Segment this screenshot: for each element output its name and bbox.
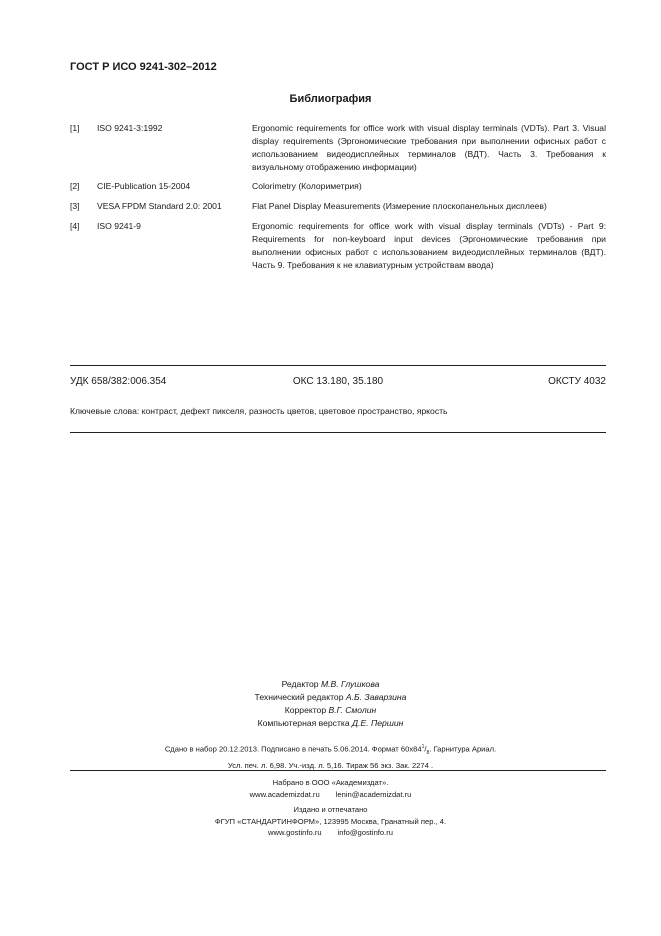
ref-number: [4] xyxy=(70,221,80,231)
print-info-line2: Усл. печ. л. 6,98. Уч.-изд. л. 5,16. Тираж 56 экз. Зак. 2274 . xyxy=(227,760,434,770)
credit-role: Редактор xyxy=(281,679,319,689)
credit-role: Технический редактор xyxy=(254,692,344,702)
printer-heading: Издано и отпечатано xyxy=(293,805,368,814)
credit-name: М.В. Глушкова xyxy=(320,679,380,689)
credit-line xyxy=(0,717,661,730)
bibliography-item xyxy=(70,122,606,174)
printer-website-link[interactable]: www.gostinfo.ru xyxy=(267,828,322,837)
printer-email-link[interactable]: info@gostinfo.ru xyxy=(337,828,394,837)
publisher-email-link[interactable]: lenin@academizdat.ru xyxy=(335,789,412,799)
ref-description: Ergonomic requirements for office work with visual display terminals (VDTs). Part 3. Visual display requirements (Эргономические требования при выполнении офисных работ с использованием видеодисплейных терминалов (ВДТ). Часть 3. Требования к визуальному отображению информации) xyxy=(252,123,606,172)
publisher-block xyxy=(0,777,661,800)
ref-number: [1] xyxy=(70,123,80,133)
bibliography-item xyxy=(70,220,606,272)
ref-description: Ergonomic requirements for office work with visual display terminals (VDTs) - Part 9: Requirements for non-keyboard input devices (Эргономические требования при выполнении офисных работ с использованием видеодисплейных терминалов (ВДТ). Часть 9. Требования к не клавиатурным устройствам ввода) xyxy=(252,221,606,270)
ref-number: [3] xyxy=(70,201,80,211)
credit-line xyxy=(0,704,661,717)
print-info xyxy=(0,742,661,771)
credit-name: В.Г. Смолин xyxy=(328,705,377,715)
format-fraction-denominator: 8 xyxy=(426,750,430,757)
oks-code: ОКС 13.180, 35.180 xyxy=(292,376,384,387)
printer-address: ФГУП «СТАНДАРТИНФОРМ», 123995 Москва, Гранатный пер., 4. xyxy=(214,816,447,826)
ref-description: Colorimetry (Колориметрия) xyxy=(252,181,362,191)
ref-code: VESA FPDM Standard 2.0: 2001 xyxy=(97,201,222,211)
standard-code: ГОСТ Р ИСО 9241-302–2012 xyxy=(70,61,217,73)
ref-code: CIE-Publication 15-2004 xyxy=(97,181,191,191)
ref-code: ISO 9241-3:1992 xyxy=(97,123,163,133)
ref-code: ISO 9241-9 xyxy=(97,221,141,231)
credit-role: Корректор xyxy=(284,705,327,715)
top-divider xyxy=(70,365,606,366)
credit-role: Компьютерная верстка xyxy=(257,718,350,728)
printer-contacts xyxy=(0,827,661,839)
imprint-divider xyxy=(70,770,606,771)
printer-block xyxy=(0,804,661,839)
credits-block xyxy=(0,678,661,730)
keywords-line: Ключевые слова: контраст, дефект пикселя, разность цветов, цветовое пространство, яркость xyxy=(70,406,448,416)
credit-name: А.Б. Заварзина xyxy=(345,692,407,702)
format-fraction-numerator: 1 xyxy=(421,744,425,750)
publisher-website-link[interactable]: www.academizdat.ru xyxy=(249,789,320,799)
ref-number: [2] xyxy=(70,181,80,191)
keywords-divider xyxy=(70,432,606,433)
credit-line xyxy=(0,691,661,704)
publisher-contacts xyxy=(0,789,661,801)
udk-code: УДК 658/382:006.354 xyxy=(70,376,167,387)
typeset-by: Набрано в ООО «Академиздат». xyxy=(272,778,389,787)
okstu-code: ОКСТУ 4032 xyxy=(548,376,606,387)
bibliography-item xyxy=(70,200,606,213)
bibliography-item xyxy=(70,180,606,193)
bibliography-title: Библиография xyxy=(289,93,372,105)
credit-name: Д.Е. Першин xyxy=(352,718,404,728)
credit-line xyxy=(0,678,661,691)
ref-description: Flat Panel Display Measurements (Измерение плоскопанельных дисплеев) xyxy=(252,201,547,211)
print-info-line1: Сдано в набор 20.12.2013. Подписано в печать 5.06.2014. Формат $60х84^1/_8$. Гарнитура Ариал. xyxy=(164,744,497,757)
